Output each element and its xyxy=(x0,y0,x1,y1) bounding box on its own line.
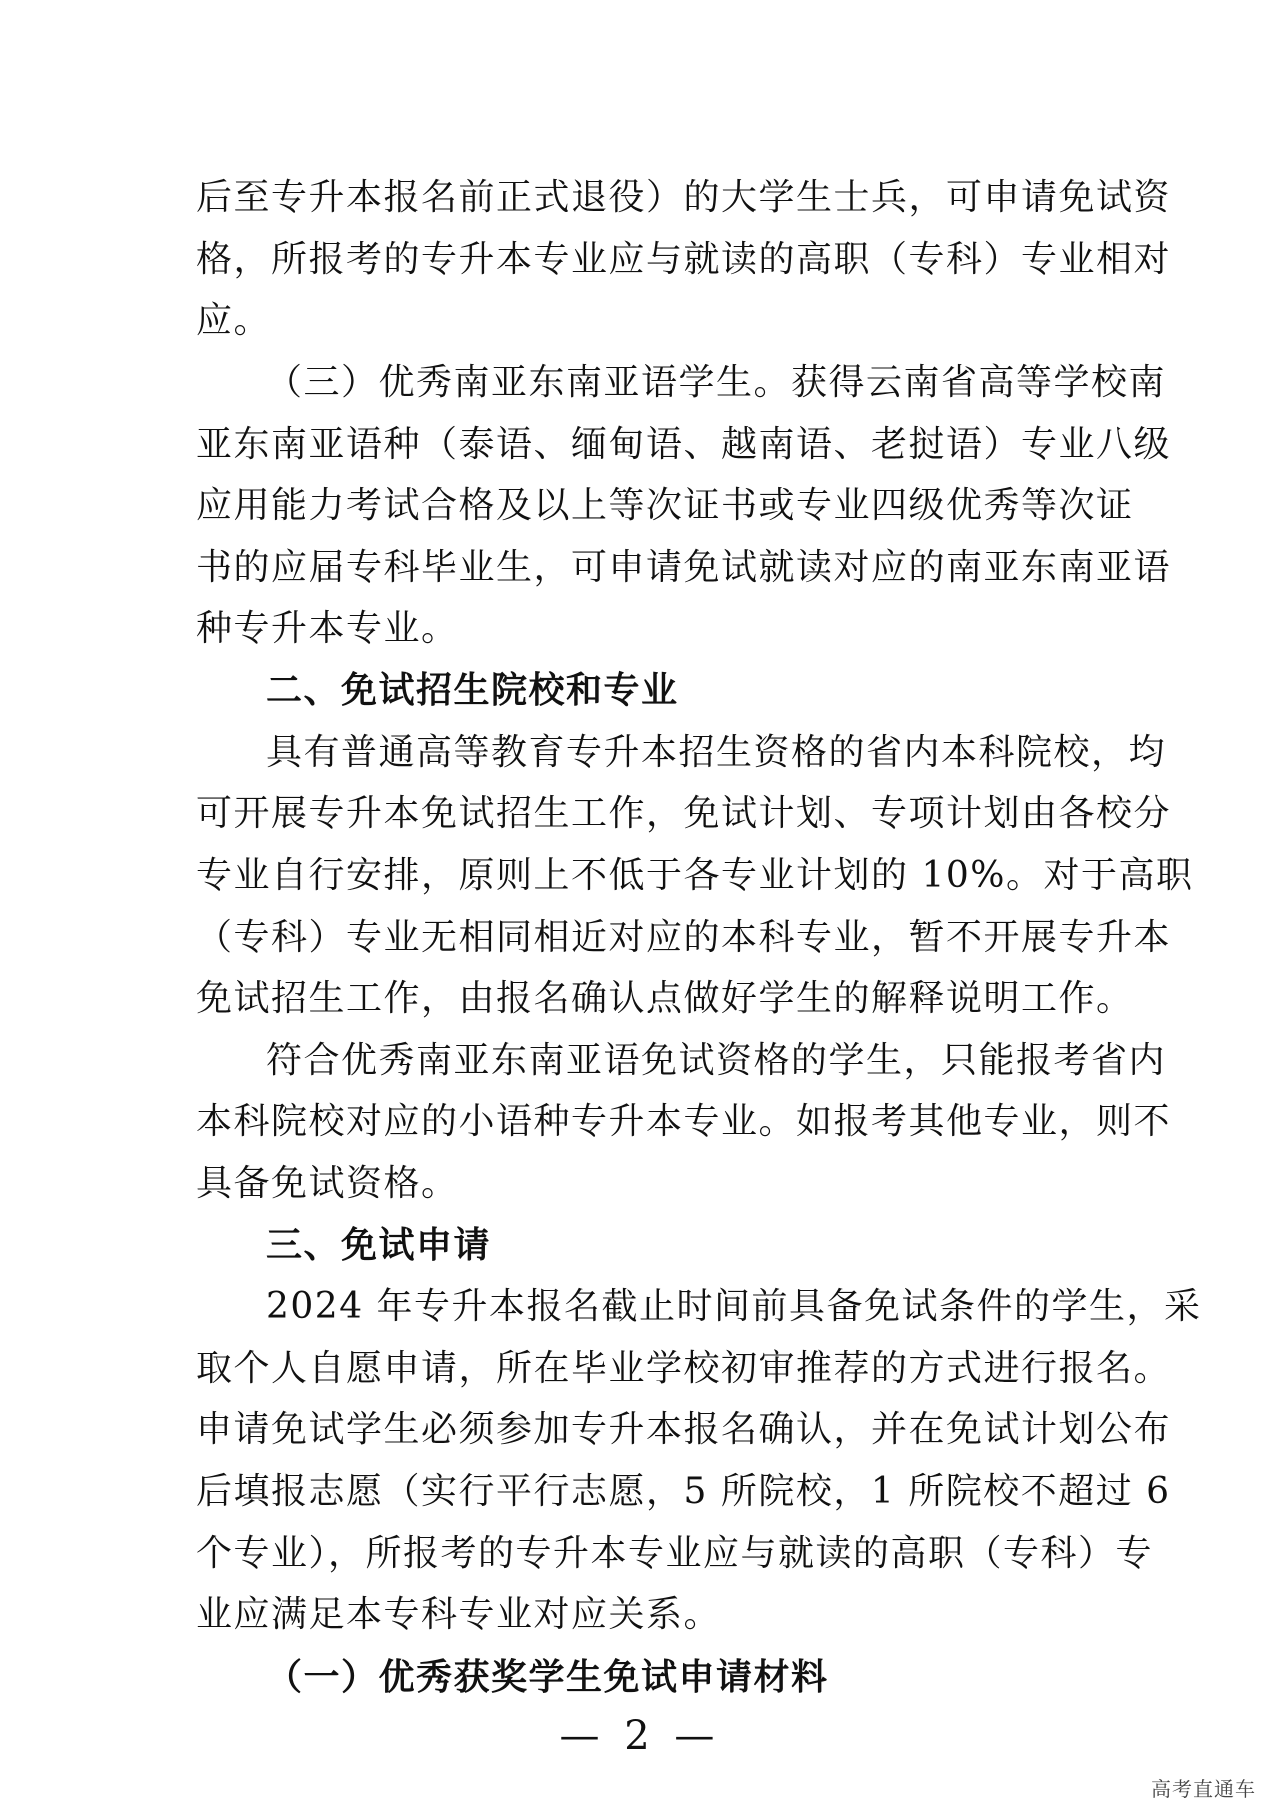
body-line: 后填报志愿（实行平行志愿，5 所院校，1 所院校不超过 6 xyxy=(196,1471,1171,1512)
body-line: 具有普通高等教育专升本招生资格的省内本科院校，均 xyxy=(266,732,1167,773)
body-line: 应用能力考试合格及以上等次证书或专业四级优秀等次证 xyxy=(196,485,1134,526)
body-line: 符合优秀南亚东南亚语免试资格的学生，只能报考省内 xyxy=(266,1040,1167,1081)
body-line: 应。 xyxy=(196,300,272,341)
body-line: 取个人自愿申请，所在毕业学校初审推荐的方式进行报名。 xyxy=(196,1348,1172,1389)
body-line: 2024 年专升本报名截止时间前具备免试条件的学生，采 xyxy=(266,1286,1202,1327)
body-line: 申请免试学生必须参加专升本报名确认，并在免试计划公布 xyxy=(196,1409,1172,1450)
body-line: 免试招生工作，由报名确认点做好学生的解释说明工作。 xyxy=(196,978,1134,1019)
body-line: 格，所报考的专升本专业应与就读的高职（专科）专业相对 xyxy=(196,239,1172,280)
body-line: 可开展专升本免试招生工作，免试计划、专项计划由各校分 xyxy=(196,793,1172,834)
body-line: 具备免试资格。 xyxy=(196,1163,459,1204)
body-line: 业应满足本专科专业对应关系。 xyxy=(196,1594,722,1635)
body-line: 本科院校对应的小语种专升本专业。如报考其他专业，则不 xyxy=(196,1101,1172,1142)
section-heading: 三、免试申请 xyxy=(266,1225,492,1266)
body-line: 后至专升本报名前正式退役）的大学生士兵，可申请免试资 xyxy=(196,177,1172,218)
section-heading: 二、免试招生院校和专业 xyxy=(266,670,679,711)
page-number: — 2 — xyxy=(559,1713,721,1759)
body-line: 书的应届专科毕业生，可申请免试就读对应的南亚东南亚语 xyxy=(196,547,1172,588)
body-line: 种专升本专业。 xyxy=(196,608,459,649)
body-line: （三）优秀南亚东南亚语学生。获得云南省高等学校南 xyxy=(266,362,1167,403)
body-line: 亚东南亚语种（泰语、缅甸语、越南语、老挝语）专业八级 xyxy=(196,424,1172,465)
body-line: （专科）专业无相同相近对应的本科专业，暂不开展专升本 xyxy=(196,917,1172,958)
body-line: 个专业），所报考的专升本专业应与就读的高职（专科）专 xyxy=(196,1533,1154,1574)
sub-heading: （一）优秀获奖学生免试申请材料 xyxy=(266,1656,829,1698)
body-line: 专业自行安排，原则上不低于各专业计划的 10%。对于高职 xyxy=(196,855,1194,896)
watermark: 高考直通车 xyxy=(1151,1777,1256,1801)
